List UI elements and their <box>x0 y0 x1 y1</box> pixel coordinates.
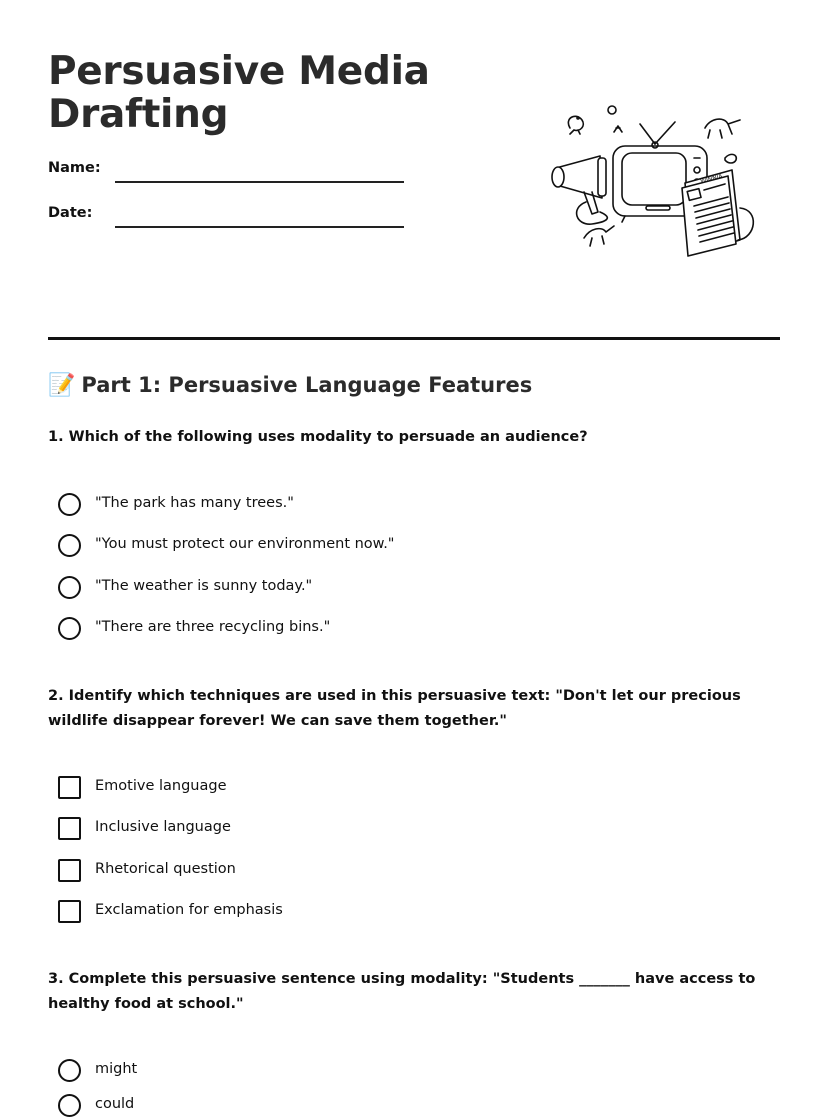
question-3: 3. Complete this persuasive sentence using modality: "Students _______ have access to healthy food at school." <box>48 971 756 1012</box>
option-label: Rhetorical question <box>95 861 236 877</box>
option-label: Emotive language <box>95 778 227 794</box>
date-input-line[interactable] <box>115 226 404 228</box>
name-label: Name: <box>48 160 101 176</box>
media-collage-illustration <box>510 98 780 263</box>
checkbox[interactable] <box>58 817 81 840</box>
q1-option-3[interactable] <box>58 576 658 600</box>
q1-option-4[interactable] <box>58 617 658 641</box>
page-title: Persuasive Media Drafting <box>48 49 430 137</box>
option-label: "You must protect our environment now." <box>95 536 395 552</box>
radio-button[interactable] <box>58 493 81 516</box>
q1-option-1[interactable] <box>58 493 658 517</box>
option-label: "The weather is sunny today." <box>95 578 313 594</box>
radio-button[interactable] <box>58 576 81 599</box>
q2-option-4[interactable] <box>58 900 658 924</box>
question-1: 1. Which of the following uses modality to persuade an audience? <box>48 429 588 445</box>
radio-button[interactable] <box>58 534 81 557</box>
option-label: could <box>95 1096 135 1112</box>
q3-option-2[interactable] <box>58 1094 658 1118</box>
name-field <box>48 160 408 190</box>
date-field <box>48 205 408 235</box>
q1-option-2[interactable] <box>58 534 658 558</box>
radio-button[interactable] <box>58 1059 81 1082</box>
option-label: Inclusive language <box>95 819 231 835</box>
checkbox[interactable] <box>58 776 81 799</box>
q2-option-3[interactable] <box>58 859 658 883</box>
radio-button[interactable] <box>58 617 81 640</box>
option-label: might <box>95 1061 138 1077</box>
option-label: Exclamation for emphasis <box>95 902 283 918</box>
checkbox[interactable] <box>58 859 81 882</box>
q2-option-2[interactable] <box>58 817 658 841</box>
name-input-line[interactable] <box>115 181 404 183</box>
option-label: "There are three recycling bins." <box>95 619 331 635</box>
date-label: Date: <box>48 205 93 221</box>
svg-text:WINNIA: WINNIA <box>699 173 724 186</box>
q2-option-1[interactable] <box>58 776 658 800</box>
memo-icon: 📝 <box>48 373 76 398</box>
checkbox[interactable] <box>58 900 81 923</box>
q3-option-1[interactable] <box>58 1059 658 1083</box>
section-divider <box>48 337 780 340</box>
radio-button[interactable] <box>58 1094 81 1117</box>
question-2: 2. Identify which techniques are used in this persuasive text: "Don't let our precious wildlife disappear forever! We can save them together." <box>48 688 741 729</box>
option-label: "The park has many trees." <box>95 495 294 511</box>
section-title-text: Part 1: Persuasive Language Features <box>81 373 533 397</box>
section-heading <box>48 373 532 398</box>
